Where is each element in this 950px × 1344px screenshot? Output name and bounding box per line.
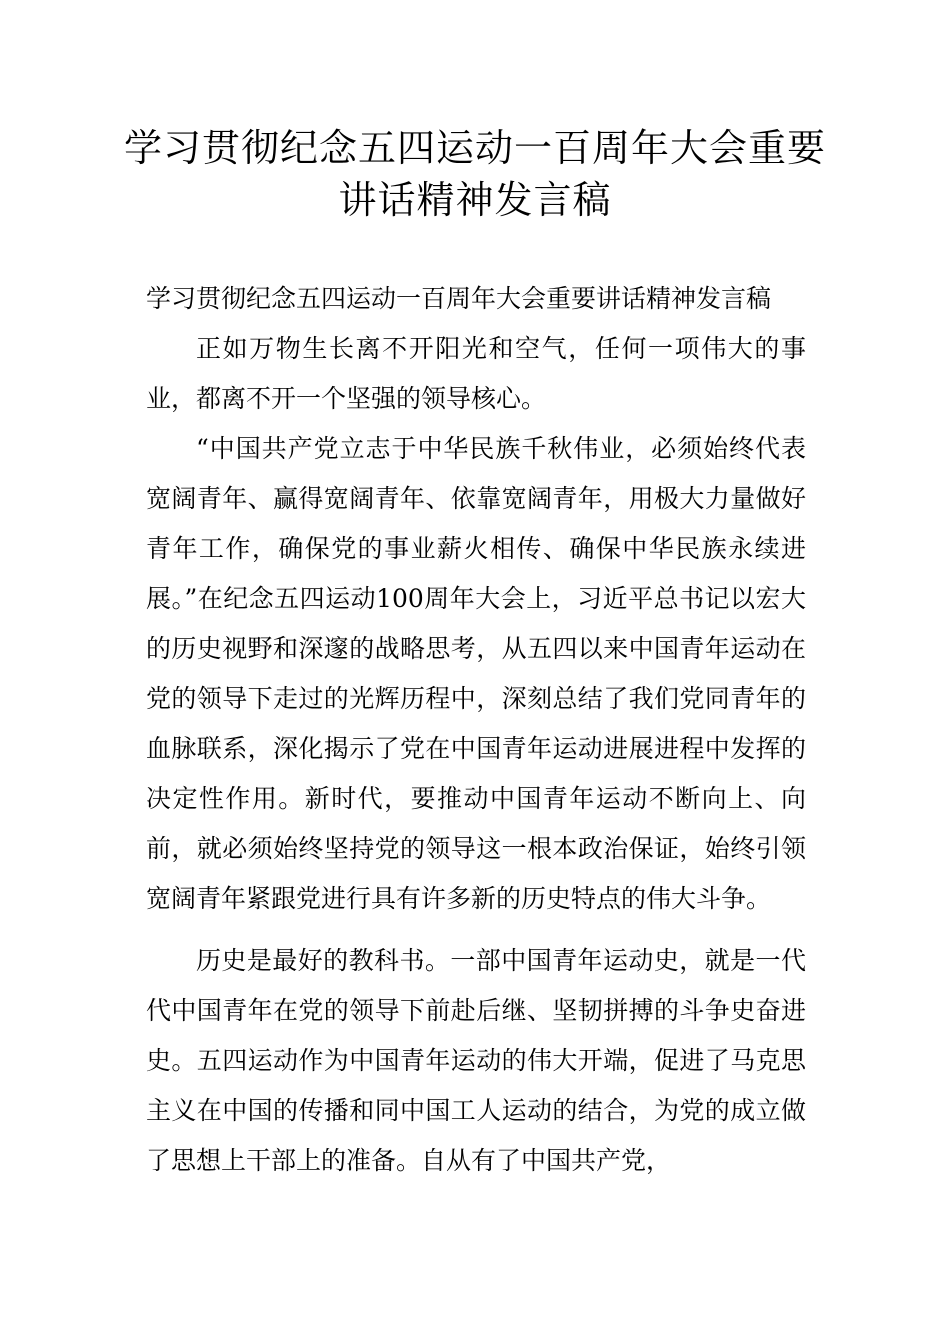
paragraph-1: 正如万物生长离不开阳光和空气，任何一项伟大的事业，都离不开一个坚强的领导核心。 <box>146 334 806 413</box>
document-subtitle: 学习贯彻纪念五四运动一百周年大会重要讲话精神发言稿 <box>146 284 772 313</box>
document-body <box>146 274 806 1186</box>
paragraph-2: “中国共产党立志于中华民族千秋伟业，必须始终代表宽阔青年、赢得宽阔青年、依靠宽阔青年，用极大力量做好青年工作，确保党的事业薪火相传、确保中华民族永续进展。”在纪念五四运动100周年大会上，习近平总书记以宏大的历史视野和深邃的战略思考，从五四以来中国青年运动在党的领导下走过的光辉历程中，深刻总结了我们党同青年的血脉联系，深化揭示了党在中国青年运动进展进程中发挥的决定性作用。新时代，要推动中国青年运动不断向上、向前，就必须始终坚持党的领导这一根本政治保证，始终引领宽阔青年紧跟党进行具有许多新的历史特点的伟大斗争。 <box>146 434 806 913</box>
document-title: 学习贯彻纪念五四运动一百周年大会重要讲话精神发言稿 <box>123 126 826 222</box>
paragraph-3: 历史是最好的教科书。一部中国青年运动史，就是一代代中国青年在党的领导下前赴后继、坚韧拼搏的斗争史奋进史。五四运动作为中国青年运动的伟大开端，促进了马克思主义在中国的传播和同中国工人运动的结合，为党的成立做了思想上干部上的准备。自从有了中国共产党， <box>146 946 806 1175</box>
